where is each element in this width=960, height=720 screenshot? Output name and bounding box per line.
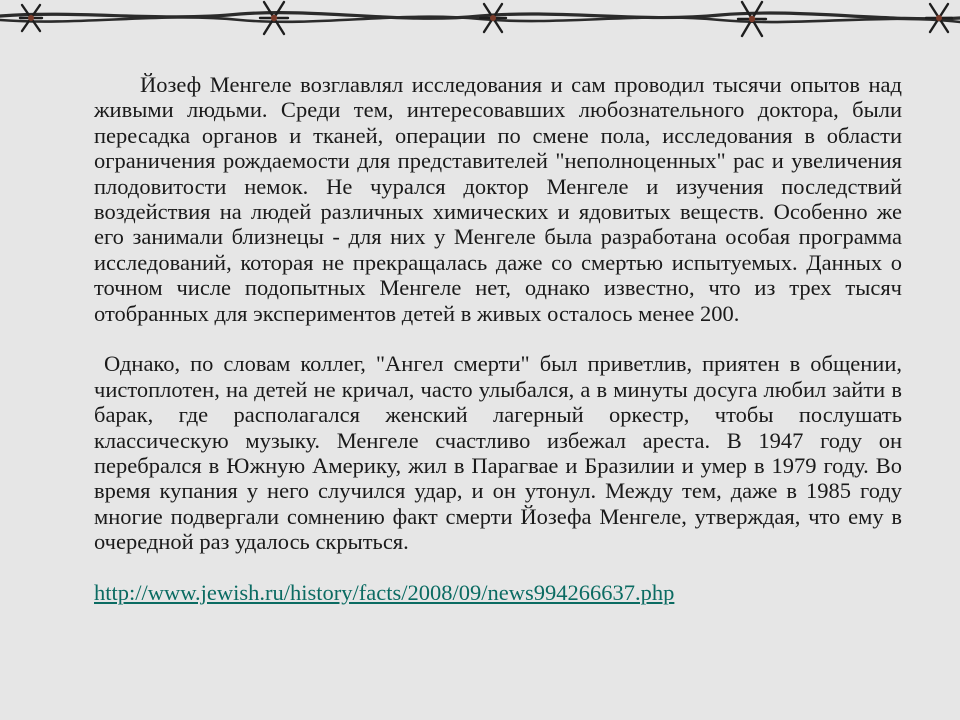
source-link[interactable]: http://www.jewish.ru/history/facts/2008/09/news994266637.php bbox=[94, 579, 675, 605]
article-paragraph-1: Йозеф Менгеле возглавлял исследования и сам проводил тысячи опытов над живыми людьми. Среди тем, интересовавших любознательного доктора, были пересадка органов и тканей, операции по смене пола, исследования в области ограничения рождаемости для представителей "неполноценных" рас и увеличения плодовитости немок. Не чурался доктор Менгеле и изучения последствий воздействия на людей различных химических и ядовитых веществ. Особенно же его занимали близнецы - для них у Менгеле была разработана особая программа исследований, которая не прекращалась даже со смертью испытуемых. Данных о точном числе подопытных Менгеле нет, однако известно, что из трех тысяч отобранных для экспериментов детей в живых осталось менее 200. bbox=[94, 72, 902, 326]
article-paragraph-2: Однако, по словам коллег, "Ангел смерти" был приветлив, приятен в общении, чистоплотен, на детей не кричал, часто улыбался, а в минуты досуга любил зайти в барак, где располагался женский лагерный оркестр, чтобы послушать классическую музыку. Менгеле счастливо избежал ареста. В 1947 году он перебрался в Южную Америку, жил в Парагвае и Бразилии и умер в 1979 году. Во время купания у него случился удар, и он утонул. Между тем, даже в 1985 году многие подвергали сомнению факт смерти Йозефа Менгеле, утверждая, что ему в очередной раз удалось скрыться. bbox=[94, 351, 902, 555]
article-body bbox=[94, 72, 902, 605]
barbed-wire-icon bbox=[0, 0, 960, 40]
